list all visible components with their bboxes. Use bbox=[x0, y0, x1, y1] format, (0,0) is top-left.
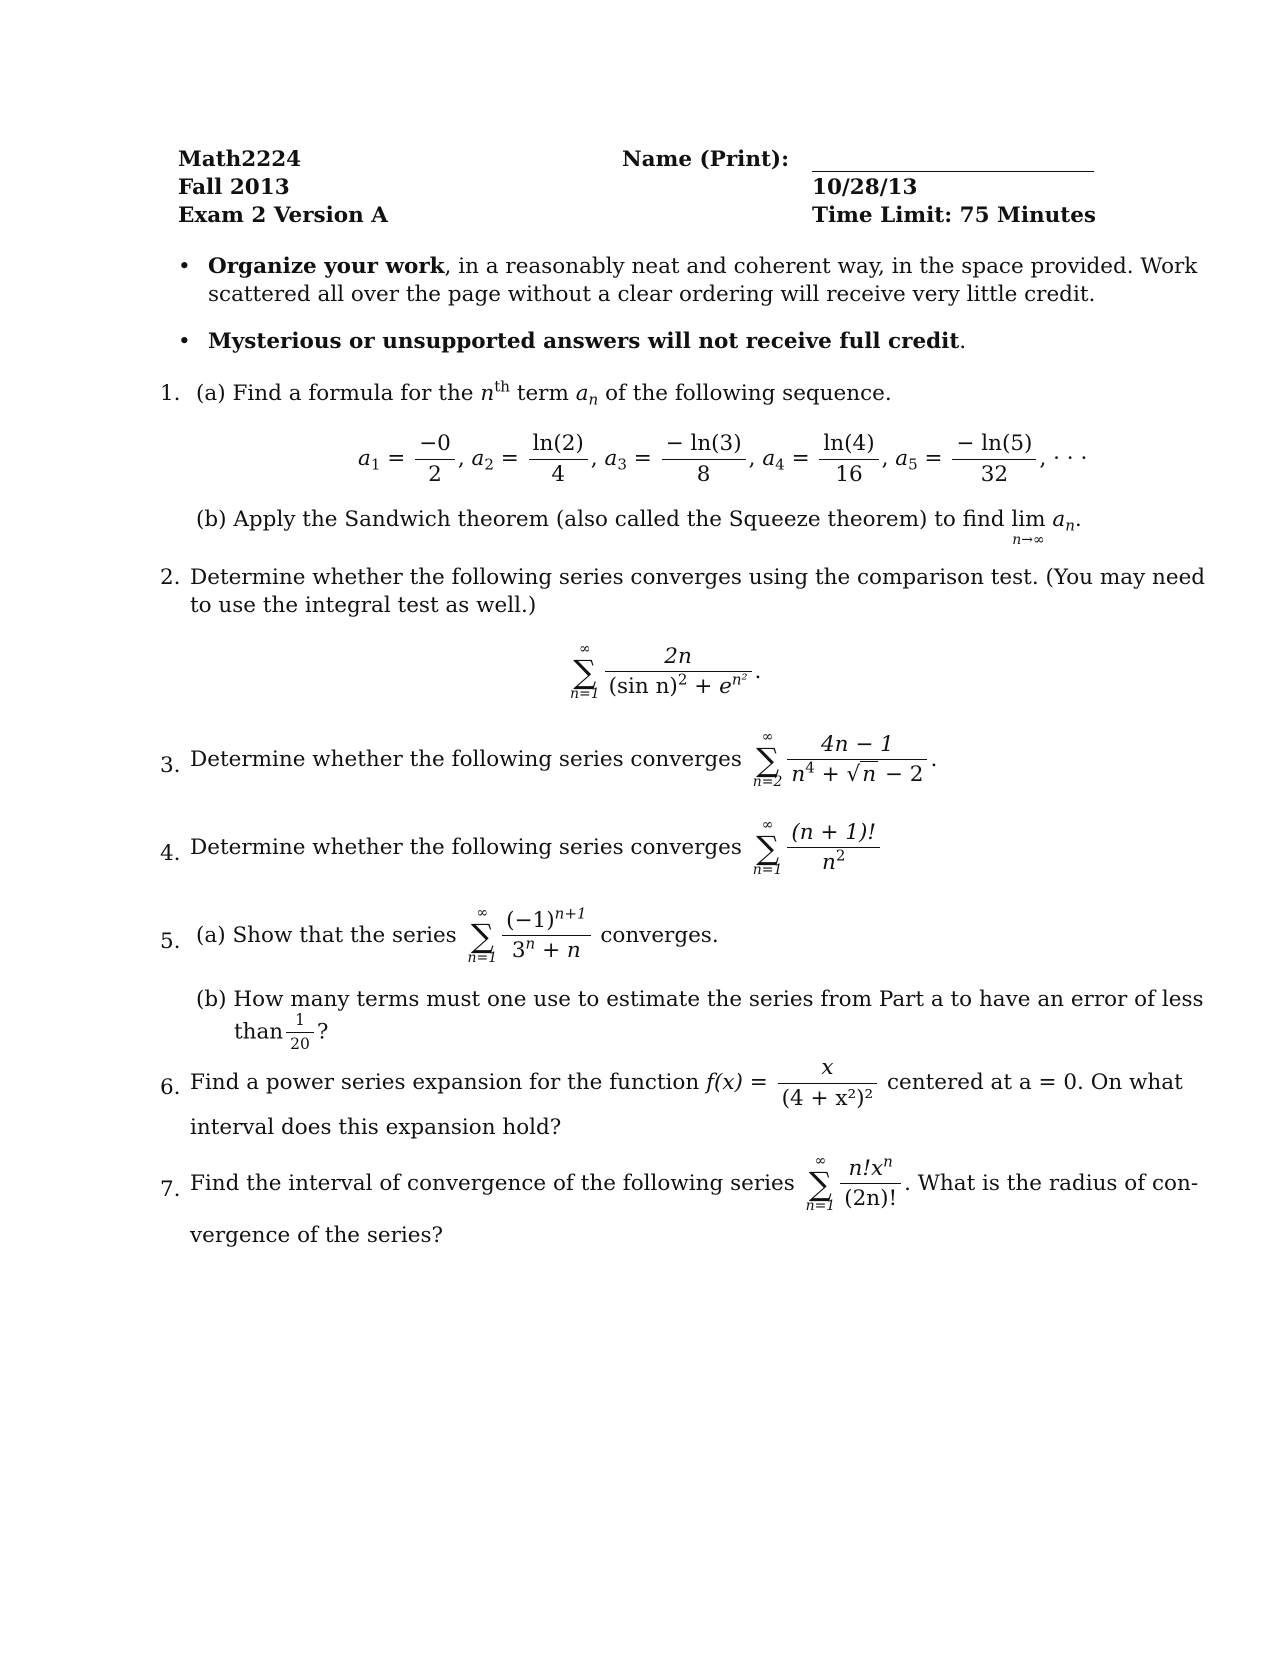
numerator: (n + 1)! bbox=[787, 821, 880, 849]
denominator: 32 bbox=[980, 461, 1009, 487]
exponent: 2 bbox=[677, 671, 688, 690]
q1b-text: Apply the Sandwich theorem (also called the Squeeze theorem) to find bbox=[233, 507, 1005, 532]
period: . bbox=[1074, 507, 1082, 532]
bullet-icon: • bbox=[178, 329, 191, 354]
numerator: x bbox=[778, 1056, 878, 1084]
instruction-organize bbox=[178, 253, 1198, 309]
q2-fraction bbox=[605, 645, 752, 699]
exponent: n bbox=[883, 1152, 893, 1171]
equals: = bbox=[791, 446, 810, 472]
sqrt-icon: + √ bbox=[814, 762, 861, 788]
numerator: ln(2) bbox=[529, 432, 588, 460]
question-5-number: 5. bbox=[160, 929, 181, 954]
part-label: (b) bbox=[196, 507, 227, 532]
radicand: n bbox=[862, 762, 877, 788]
exam-date: 10/28/13 bbox=[812, 175, 918, 200]
q5-fraction bbox=[502, 904, 590, 964]
question-2-line1: Determine whether the following series converges using the comparison test. (You may need bbox=[190, 565, 1206, 590]
q7-text: Find the interval of convergence of the following series bbox=[190, 1171, 795, 1196]
question-6-number: 6. bbox=[160, 1075, 181, 1100]
summation bbox=[468, 906, 498, 966]
instruction-unsupported-bold: Mysterious or unsupported answers will not receive full credit bbox=[208, 329, 960, 354]
denominator: (2n)! bbox=[844, 1186, 898, 1212]
term-2 bbox=[529, 432, 588, 486]
q4-fraction bbox=[787, 821, 880, 875]
q1a-text: of the following sequence. bbox=[605, 381, 892, 406]
numerator-part: (−1) bbox=[506, 907, 555, 933]
denominator: 2 bbox=[428, 461, 442, 487]
term-4 bbox=[819, 432, 878, 486]
exponent: n bbox=[525, 935, 536, 954]
sum-lower: n=1 bbox=[467, 950, 498, 967]
var-a: a bbox=[471, 446, 485, 472]
term-1 bbox=[415, 432, 455, 486]
denominator-part: n bbox=[821, 850, 836, 876]
subscript-n: n bbox=[588, 390, 599, 409]
ellipsis: , · · · bbox=[1039, 446, 1088, 472]
course-code: Math2224 bbox=[178, 147, 302, 172]
var-a: a bbox=[358, 446, 371, 472]
period: . bbox=[959, 329, 967, 354]
numerator: 1 bbox=[286, 1012, 314, 1033]
question-7 bbox=[190, 1154, 1198, 1214]
part-label: (a) bbox=[196, 923, 226, 948]
var-a: a bbox=[895, 446, 909, 472]
sum-lower: n=2 bbox=[752, 774, 783, 791]
period: . bbox=[930, 746, 938, 772]
numerator: ln(4) bbox=[819, 432, 878, 460]
equals: = bbox=[387, 446, 406, 472]
summation bbox=[753, 818, 783, 878]
exponent: 2 bbox=[835, 847, 846, 866]
var-a: a bbox=[762, 446, 776, 472]
denominator: 4 bbox=[551, 461, 566, 487]
instruction-unsupported bbox=[178, 328, 1178, 356]
subscript: 5 bbox=[908, 455, 918, 474]
question-7-number: 7. bbox=[160, 1177, 181, 1202]
numerator: − ln(3) bbox=[662, 432, 746, 460]
period: . bbox=[754, 658, 762, 684]
sum-upper: ∞ bbox=[578, 641, 591, 657]
denominator-part: 3 bbox=[511, 938, 526, 964]
sigma-icon: ∑ bbox=[573, 652, 597, 691]
part-label: (b) bbox=[196, 987, 227, 1012]
q6-text: centered at a = 0. On what bbox=[886, 1070, 1183, 1096]
summation bbox=[753, 730, 783, 790]
sequence-equation bbox=[358, 432, 1087, 486]
lim-subscript: n→∞ bbox=[1012, 531, 1045, 548]
part-label: (a) bbox=[196, 381, 226, 406]
time-limit: Time Limit: 75 Minutes bbox=[812, 203, 1096, 228]
exponent: 4 bbox=[805, 759, 815, 778]
denominator: 8 bbox=[696, 461, 711, 487]
var-n: n bbox=[480, 381, 495, 406]
sum-upper: ∞ bbox=[761, 729, 774, 745]
question-1-number: 1. bbox=[160, 381, 181, 406]
subscript: 1 bbox=[370, 455, 381, 474]
term-3 bbox=[662, 432, 746, 486]
q3-fraction bbox=[787, 733, 927, 787]
exponent: n² bbox=[731, 671, 748, 690]
summation bbox=[806, 1154, 836, 1214]
sum-upper: ∞ bbox=[761, 817, 774, 833]
denominator: 16 bbox=[835, 461, 863, 487]
comma: , bbox=[748, 446, 756, 472]
q4-text: Determine whether the following series converges bbox=[190, 835, 742, 860]
name-label: Name (Print): bbox=[622, 147, 790, 172]
instruction-organize-bold: Organize your work bbox=[208, 254, 445, 279]
comma: , bbox=[881, 446, 889, 472]
question-3-number: 3. bbox=[160, 753, 181, 778]
comma: , bbox=[457, 446, 465, 472]
subscript: 2 bbox=[484, 455, 494, 474]
var-a: a bbox=[1052, 507, 1066, 532]
denominator-part: − 2 bbox=[878, 762, 924, 788]
question-7-line2: vergence of the series? bbox=[190, 1223, 444, 1248]
question-4 bbox=[190, 818, 883, 878]
exam-term: Fall 2013 bbox=[178, 175, 290, 200]
subscript: 4 bbox=[775, 455, 785, 474]
q7-text: . What is the radius of con- bbox=[904, 1171, 1199, 1196]
equals: = bbox=[500, 446, 519, 472]
question-5b-line2 bbox=[234, 1012, 328, 1053]
numerator: 4n − 1 bbox=[787, 733, 927, 761]
question-6 bbox=[190, 1056, 1183, 1110]
q2-series bbox=[566, 642, 761, 702]
sigma-icon: ∑ bbox=[756, 740, 780, 779]
sum-upper: ∞ bbox=[814, 1153, 827, 1169]
question-6-line2: interval does this expansion hold? bbox=[190, 1115, 562, 1140]
question-mark: ? bbox=[316, 1019, 329, 1045]
limit-operator bbox=[1011, 506, 1045, 548]
denominator-part: + e bbox=[687, 674, 732, 700]
term-5 bbox=[952, 432, 1036, 486]
question-5a bbox=[196, 906, 719, 966]
denominator-part: (sin n) bbox=[608, 674, 678, 700]
numerator: 2n bbox=[605, 645, 752, 673]
q1a-text: Find a formula for the bbox=[232, 381, 474, 406]
numerator: −0 bbox=[415, 432, 455, 460]
question-5b bbox=[196, 986, 1204, 1014]
instruction-organize-line2: scattered all over the page without a clear ordering will receive very little credit. bbox=[208, 281, 1096, 307]
q5a-text: converges. bbox=[600, 923, 719, 948]
function-f: f(x) = bbox=[706, 1070, 768, 1096]
superscript-th: th bbox=[494, 377, 510, 396]
one-twentieth bbox=[286, 1012, 314, 1053]
question-4-number: 4. bbox=[160, 841, 181, 866]
bullet-icon: • bbox=[178, 254, 191, 279]
equals: = bbox=[633, 446, 652, 472]
question-1b bbox=[196, 506, 1082, 548]
sum-lower: n=1 bbox=[752, 862, 783, 879]
summation bbox=[570, 642, 600, 702]
subscript: 3 bbox=[617, 455, 627, 474]
q6-fraction bbox=[778, 1056, 878, 1110]
q5b-text: How many terms must one use to estimate the series from Part a to have an error of less bbox=[233, 987, 1204, 1012]
q5a-text: Show that the series bbox=[232, 923, 457, 948]
question-2-line2: to use the integral test as well.) bbox=[190, 593, 537, 618]
sigma-icon: ∑ bbox=[470, 916, 494, 955]
var-a: a bbox=[575, 381, 589, 406]
subscript-n: n bbox=[1065, 516, 1075, 535]
instruction-organize-text: , in a reasonably neat and coherent way, in the space provided. Work bbox=[444, 254, 1198, 279]
sum-upper: ∞ bbox=[476, 905, 489, 921]
denominator: (4 + x²)² bbox=[781, 1085, 874, 1111]
equals: = bbox=[924, 446, 943, 472]
denominator: 20 bbox=[290, 1035, 310, 1054]
q1a-text: term bbox=[516, 381, 569, 406]
var-a: a bbox=[604, 446, 618, 472]
q5b-text: than bbox=[234, 1019, 284, 1045]
sigma-icon: ∑ bbox=[756, 828, 780, 867]
question-3 bbox=[190, 730, 937, 790]
question-1a bbox=[196, 377, 892, 409]
q3-text: Determine whether the following series converges bbox=[190, 747, 742, 772]
sum-lower: n=1 bbox=[805, 1198, 836, 1215]
lim-word: lim bbox=[1011, 507, 1046, 532]
q6-text: Find a power series expansion for the function bbox=[190, 1070, 700, 1096]
q7-fraction bbox=[840, 1152, 901, 1212]
question-2-number: 2. bbox=[160, 565, 181, 590]
denominator-part: n bbox=[791, 762, 806, 788]
numerator: − ln(5) bbox=[952, 432, 1036, 460]
comma: , bbox=[590, 446, 598, 472]
denominator-part: + n bbox=[535, 938, 581, 964]
exam-title: Exam 2 Version A bbox=[178, 203, 388, 228]
exponent: n+1 bbox=[554, 904, 587, 923]
sum-lower: n=1 bbox=[570, 686, 600, 703]
sigma-icon: ∑ bbox=[808, 1164, 832, 1203]
numerator-part: n!x bbox=[848, 1155, 884, 1181]
